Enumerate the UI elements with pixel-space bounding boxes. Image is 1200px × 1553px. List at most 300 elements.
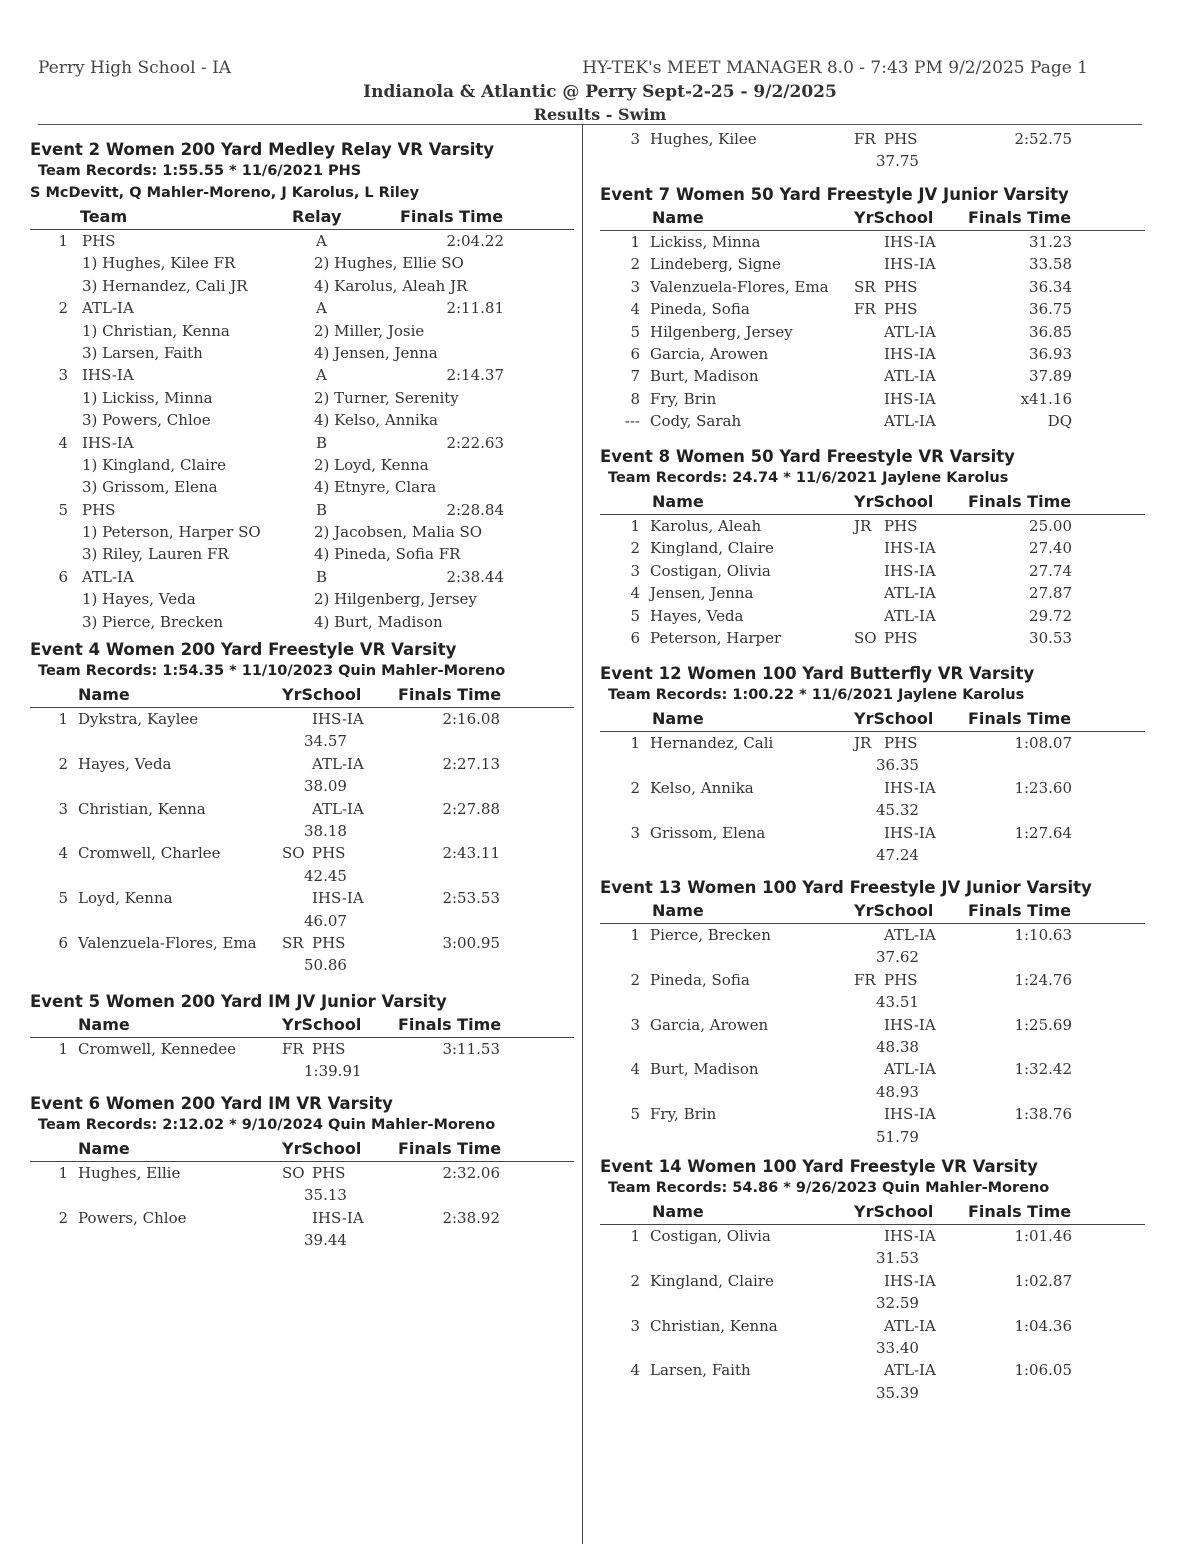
finals-time: 2:38.44	[446, 567, 504, 586]
class-year: JR	[854, 734, 872, 752]
split-time: 1:39.91	[304, 1062, 362, 1081]
class-year: FR	[282, 1040, 304, 1058]
school: PHS	[312, 933, 346, 952]
place: 1	[58, 1164, 68, 1182]
event-14	[600, 1157, 1145, 1404]
header-finals-time: Finals Time	[398, 1015, 502, 1034]
team-name: ATL-IA	[82, 299, 134, 318]
finals-time: 27.74	[1029, 561, 1072, 580]
team-record: Team Records: 1:00.22 * 11/6/2021 Jaylene Karolus	[608, 687, 1025, 703]
swimmer-name: Cody, Sarah	[650, 412, 742, 431]
split-row	[600, 150, 1145, 172]
team-record: Team Records: 24.74 * 11/6/2021 Jaylene Karolus	[608, 470, 1009, 486]
relay-swimmers-row	[30, 275, 574, 297]
school: ATL-IA	[884, 926, 936, 944]
split-row	[600, 991, 1145, 1013]
finals-time: 29.72	[1029, 606, 1072, 625]
column-header	[600, 901, 1145, 924]
swimmer-name: Hayes, Veda	[650, 606, 744, 625]
swimmer-leg-1: 1) Christian, Kenna	[82, 321, 230, 340]
event-13	[600, 878, 1145, 1148]
swimmer-name: Burt, Madison	[650, 367, 759, 386]
place: 3	[630, 823, 640, 842]
relay-swimmers-row	[30, 521, 574, 543]
result-row	[600, 1103, 1145, 1125]
result-row	[600, 777, 1145, 799]
event-12	[600, 664, 1145, 866]
swimmer-name: Kingland, Claire	[650, 539, 774, 558]
school: PHS	[312, 844, 346, 863]
school: PHS	[884, 517, 918, 535]
split-time: 35.39	[876, 1383, 919, 1402]
meet-title: Indianola & Atlantic @ Perry Sept-2-25 - 9/2/2025	[363, 82, 837, 102]
school: IHS-IA	[884, 255, 936, 274]
school: PHS	[884, 628, 918, 647]
swimmer-name: Powers, Chloe	[78, 1208, 187, 1227]
swimmer-name: Dykstra, Kaylee	[78, 710, 199, 728]
header-yrschool: YrSchool	[854, 1202, 934, 1221]
result-row	[30, 708, 574, 730]
relay-swimmers-row	[30, 454, 574, 476]
school: IHS-IA	[884, 389, 936, 408]
school: IHS-IA	[884, 1271, 936, 1290]
class-year: SR	[854, 277, 876, 296]
split-row	[600, 1292, 1145, 1314]
school: PHS	[884, 734, 918, 752]
swimmer-name: Pineda, Sofia	[650, 300, 750, 319]
swimmer-leg-3: 3) Hernandez, Cali JR	[82, 276, 248, 295]
school-name: Perry High School - IA	[38, 58, 232, 78]
finals-time: 1:02.87	[1014, 1271, 1072, 1290]
header-finals-time: Finals Time	[968, 1202, 1072, 1221]
place: 4	[630, 1060, 640, 1079]
swimmer-name: Cromwell, Charlee	[78, 844, 221, 863]
header-name: Name	[652, 901, 704, 920]
result-row	[600, 1315, 1145, 1337]
school: ATL-IA	[884, 367, 936, 386]
results-table	[600, 1225, 1145, 1404]
split-row	[600, 1382, 1145, 1404]
result-row	[600, 321, 1145, 343]
relay-team-row	[30, 499, 574, 521]
split-time: 33.40	[876, 1338, 919, 1357]
school: ATL-IA	[884, 606, 936, 625]
class-year: SO	[854, 628, 877, 647]
finals-time: 2:16.08	[442, 710, 500, 728]
split-row	[600, 1126, 1145, 1148]
column-header	[30, 685, 574, 708]
header-yrschool: YrSchool	[854, 709, 934, 728]
column-divider	[582, 124, 583, 1544]
result-row	[30, 1038, 574, 1060]
swimmer-name: Cromwell, Kennedee	[78, 1040, 236, 1058]
finals-time: 36.34	[1029, 277, 1072, 296]
swimmer-name: Loyd, Kenna	[78, 889, 173, 908]
finals-time: 2:43.11	[442, 844, 500, 863]
school: PHS	[312, 1040, 346, 1058]
column-header	[30, 1015, 574, 1038]
class-year: SO	[282, 1164, 305, 1182]
swimmer-name: Pierce, Brecken	[650, 926, 771, 944]
swimmer-name: Lindeberg, Signe	[650, 255, 781, 274]
result-row	[600, 343, 1145, 365]
finals-time: 37.89	[1029, 367, 1072, 386]
relay-swimmers-row	[30, 611, 574, 633]
place: 1	[630, 1227, 640, 1245]
swimmer-name: Pineda, Sofia	[650, 970, 750, 989]
school: ATL-IA	[884, 1060, 936, 1079]
split-row	[600, 844, 1145, 866]
swimmer-name: Costigan, Olivia	[650, 561, 771, 580]
split-time: 46.07	[304, 911, 347, 930]
place: 4	[58, 433, 68, 452]
split-time: 36.35	[876, 756, 919, 775]
column-header	[600, 709, 1145, 732]
swimmer-leg-4: 4) Pineda, Sofia FR	[314, 545, 461, 564]
school: IHS-IA	[312, 710, 364, 728]
relay-letter: A	[316, 366, 327, 385]
split-time: 50.86	[304, 956, 347, 975]
split-time: 37.75	[876, 152, 919, 171]
place: 6	[630, 344, 640, 363]
header-yrschool: YrSchool	[854, 901, 934, 920]
result-row	[600, 537, 1145, 559]
place: 4	[630, 584, 640, 603]
swimmer-name: Kelso, Annika	[650, 778, 754, 797]
finals-time: 1:08.07	[1014, 734, 1072, 752]
place: 1	[630, 517, 640, 535]
relay-letter: B	[316, 433, 328, 452]
column-header	[30, 207, 574, 230]
swimmer-name: Grissom, Elena	[650, 823, 766, 842]
split-row	[600, 1247, 1145, 1269]
place: 1	[58, 1040, 68, 1058]
finals-time: 2:27.88	[442, 799, 500, 818]
swimmer-name: Jensen, Jenna	[650, 584, 754, 603]
header-name: Name	[78, 1139, 130, 1158]
finals-time: 1:32.42	[1014, 1060, 1072, 1079]
place: 6	[58, 567, 68, 586]
split-time: 31.53	[876, 1249, 919, 1268]
class-year: FR	[854, 300, 876, 319]
split-time: 51.79	[876, 1127, 919, 1146]
place: 4	[630, 1361, 640, 1380]
result-row	[600, 732, 1145, 754]
relay-letter: A	[316, 232, 327, 250]
result-row	[600, 515, 1145, 537]
result-row	[600, 605, 1145, 627]
result-row	[30, 1162, 574, 1184]
finals-time: 27.87	[1029, 584, 1072, 603]
finals-time: 2:11.81	[446, 299, 504, 318]
place: 2	[630, 778, 640, 797]
split-row	[30, 775, 574, 797]
split-time: 48.38	[876, 1037, 919, 1056]
school: ATL-IA	[312, 754, 364, 773]
split-time: 48.93	[876, 1082, 919, 1101]
class-year: JR	[854, 517, 872, 535]
result-row	[600, 1014, 1145, 1036]
school: IHS-IA	[312, 1208, 364, 1227]
place: 3	[630, 130, 640, 148]
split-time: 45.32	[876, 801, 919, 820]
header-yrschool: YrSchool	[854, 492, 934, 511]
school: PHS	[312, 1164, 346, 1182]
finals-time: 2:04.22	[446, 232, 504, 250]
swimmer-name: Hernandez, Cali	[650, 734, 774, 752]
swimmer-name: Hughes, Kilee	[650, 130, 757, 148]
relay-swimmers-row	[30, 342, 574, 364]
header-name: Name	[78, 685, 130, 704]
swimmer-name: Burt, Madison	[650, 1060, 759, 1079]
finals-time: 2:38.92	[442, 1208, 500, 1227]
result-row	[600, 1225, 1145, 1247]
column-header	[600, 208, 1145, 231]
team-record: Team Records: 1:54.35 * 11/10/2023 Quin Mahler-Moreno	[38, 663, 506, 679]
result-row	[600, 388, 1145, 410]
place: 1	[58, 710, 68, 728]
result-row	[30, 1207, 574, 1229]
column-header	[600, 492, 1145, 515]
header-finals-time: Finals Time	[968, 901, 1072, 920]
swimmer-name: Fry, Brin	[650, 389, 717, 408]
result-row	[30, 887, 574, 909]
place: ---	[624, 412, 640, 431]
place: 3	[58, 799, 68, 818]
place: 2	[630, 255, 640, 274]
swimmer-leg-4: 4) Jensen, Jenna	[314, 343, 438, 362]
split-time: 43.51	[876, 993, 919, 1012]
finals-time: 1:01.46	[1014, 1227, 1072, 1245]
result-row	[600, 1359, 1145, 1381]
place: 4	[58, 844, 68, 863]
place: 5	[630, 322, 640, 341]
header-finals-time: Finals Time	[968, 492, 1072, 511]
finals-time: 31.23	[1029, 233, 1072, 251]
event-6	[30, 1094, 574, 1252]
event-5	[30, 992, 574, 1083]
finals-time: 27.40	[1029, 539, 1072, 558]
finals-time: 1:38.76	[1014, 1105, 1072, 1124]
header-team: Team	[80, 207, 128, 226]
place: 2	[58, 754, 68, 773]
results-table	[600, 128, 1145, 173]
finals-time: 1:23.60	[1014, 778, 1072, 797]
split-time: 42.45	[304, 866, 347, 885]
school: PHS	[884, 130, 918, 148]
relay-letter: A	[316, 299, 327, 318]
finals-time: 1:06.05	[1014, 1361, 1072, 1380]
header-yrschool: YrSchool	[282, 1015, 362, 1034]
finals-time: 2:27.13	[442, 754, 500, 773]
result-row	[30, 932, 574, 954]
place: 5	[58, 889, 68, 908]
result-row	[600, 1058, 1145, 1080]
swimmer-leg-2: 2) Loyd, Kenna	[314, 455, 429, 474]
event-7	[600, 185, 1145, 433]
school: ATL-IA	[884, 584, 936, 603]
class-year: FR	[854, 130, 876, 148]
place: 5	[630, 1105, 640, 1124]
swimmer-leg-3: 3) Riley, Lauren FR	[82, 545, 229, 564]
swimmer-name: Hayes, Veda	[78, 754, 172, 773]
swimmer-name: Hilgenberg, Jersey	[650, 322, 793, 341]
swimmer-name: Kingland, Claire	[650, 1271, 774, 1290]
finals-time: 1:25.69	[1014, 1015, 1072, 1034]
column-header	[30, 1139, 574, 1162]
relay-team-row	[30, 432, 574, 454]
team-name: PHS	[82, 232, 116, 250]
relay-swimmers-row	[30, 252, 574, 274]
split-row	[600, 799, 1145, 821]
event-title: Event 14 Women 100 Yard Freestyle VR Varsity	[600, 1157, 1038, 1176]
header-yrschool: YrSchool	[282, 685, 362, 704]
place: 2	[58, 299, 68, 318]
swimmer-name: Christian, Kenna	[650, 1316, 778, 1335]
place: 3	[58, 366, 68, 385]
result-row	[600, 627, 1145, 649]
relay-results	[30, 230, 574, 633]
split-time: 47.24	[876, 845, 919, 864]
split-time: 39.44	[304, 1231, 347, 1250]
split-row	[30, 1229, 574, 1251]
school: IHS-IA	[884, 561, 936, 580]
swimmer-leg-4: 4) Karolus, Aleah JR	[314, 276, 468, 295]
swimmer-leg-3: 3) Grissom, Elena	[82, 478, 218, 497]
split-row	[600, 1081, 1145, 1103]
split-time: 37.62	[876, 948, 919, 967]
split-row	[30, 954, 574, 976]
place: 6	[58, 933, 68, 952]
finals-time: 2:14.37	[446, 366, 504, 385]
school: IHS-IA	[884, 1015, 936, 1034]
place: 1	[630, 233, 640, 251]
relay-swimmers-row	[30, 320, 574, 342]
results-table	[30, 708, 574, 977]
event-4	[30, 640, 574, 977]
place: 3	[630, 1316, 640, 1335]
swimmer-name: Hughes, Ellie	[78, 1164, 181, 1182]
finals-time: 30.53	[1029, 628, 1072, 647]
finals-time: 36.85	[1029, 322, 1072, 341]
relay-swimmers-row	[30, 387, 574, 409]
header-finals-time: Finals Time	[400, 207, 504, 226]
header-name: Name	[652, 709, 704, 728]
finals-time: 1:24.76	[1014, 970, 1072, 989]
split-time: 32.59	[876, 1294, 919, 1313]
place: 5	[58, 500, 68, 519]
finals-time: 1:27.64	[1014, 823, 1072, 842]
finals-time: 2:32.06	[442, 1164, 500, 1182]
header-name: Name	[78, 1015, 130, 1034]
results-table	[600, 515, 1145, 649]
split-row	[600, 946, 1145, 968]
split-row	[30, 730, 574, 752]
results-table	[600, 924, 1145, 1148]
place: 6	[630, 628, 640, 647]
header-name: Name	[652, 1202, 704, 1221]
school: IHS-IA	[884, 823, 936, 842]
result-row	[30, 842, 574, 864]
swimmer-name: Lickiss, Minna	[650, 233, 761, 251]
result-row	[600, 410, 1145, 432]
swimmer-name: Valenzuela-Flores, Ema	[650, 277, 829, 296]
result-row	[600, 1270, 1145, 1292]
team-name: PHS	[82, 500, 116, 519]
school: IHS-IA	[884, 344, 936, 363]
swimmer-leg-2: 2) Hilgenberg, Jersey	[314, 590, 477, 609]
header-yrschool: YrSchool	[282, 1139, 362, 1158]
swimmer-leg-4: 4) Etnyre, Clara	[314, 478, 437, 497]
split-time: 38.18	[304, 821, 347, 840]
school: ATL-IA	[884, 1316, 936, 1335]
split-time: 35.13	[304, 1186, 347, 1205]
school: PHS	[884, 970, 918, 989]
results-table	[30, 1038, 574, 1083]
finals-time: 33.58	[1029, 255, 1072, 274]
event-title: Event 5 Women 200 Yard IM JV Junior Varsity	[30, 992, 447, 1011]
split-row	[30, 1184, 574, 1206]
team-record: Team Records: 1:55.55 * 11/6/2021 PHS	[38, 163, 362, 179]
school: IHS-IA	[884, 1105, 936, 1124]
results-table	[600, 231, 1145, 433]
school: ATL-IA	[884, 322, 936, 341]
school: IHS-IA	[312, 889, 364, 908]
result-row	[600, 276, 1145, 298]
result-row	[600, 298, 1145, 320]
swimmer-leg-4: 4) Burt, Madison	[314, 612, 443, 631]
school: IHS-IA	[884, 1227, 936, 1245]
header-rule	[38, 124, 1142, 125]
swimmer-name: Costigan, Olivia	[650, 1227, 771, 1245]
swimmer-leg-1: 1) Hughes, Kilee FR	[82, 254, 236, 273]
swimmer-leg-2: 2) Turner, Serenity	[314, 388, 459, 407]
swimmer-name: Larsen, Faith	[650, 1361, 751, 1380]
result-row	[600, 969, 1145, 991]
software-stamp: HY-TEK's MEET MANAGER 8.0 - 7:43 PM 9/2/2025 Page 1	[582, 58, 1088, 78]
event-6-continued	[600, 128, 1145, 173]
split-row	[600, 754, 1145, 776]
event-2	[30, 140, 574, 633]
swimmer-leg-3: 3) Pierce, Brecken	[82, 612, 224, 631]
school: PHS	[884, 300, 918, 319]
column-header	[600, 1202, 1145, 1225]
relay-swimmers-row	[30, 543, 574, 565]
swimmer-name: Garcia, Arowen	[650, 344, 769, 363]
event-title: Event 4 Women 200 Yard Freestyle VR Varsity	[30, 640, 457, 659]
place: 2	[630, 1271, 640, 1290]
school: IHS-IA	[884, 539, 936, 558]
header-name: Name	[652, 208, 704, 227]
place: 8	[630, 389, 640, 408]
relay-letter: B	[316, 500, 328, 519]
relay-team-row	[30, 297, 574, 319]
school: ATL-IA	[312, 799, 364, 818]
swimmer-leg-3: 3) Powers, Chloe	[82, 411, 211, 430]
relay-team-row	[30, 566, 574, 588]
place: 3	[630, 561, 640, 580]
split-row	[30, 910, 574, 932]
split-row	[30, 820, 574, 842]
place: 3	[630, 1015, 640, 1034]
place: 2	[630, 539, 640, 558]
swimmer-name: Peterson, Harper	[650, 628, 782, 647]
result-row	[30, 798, 574, 820]
event-title: Event 2 Women 200 Yard Medley Relay VR Varsity	[30, 140, 495, 159]
place: 1	[630, 734, 640, 752]
place: 3	[630, 277, 640, 296]
finals-time: 2:52.75	[1014, 130, 1072, 148]
